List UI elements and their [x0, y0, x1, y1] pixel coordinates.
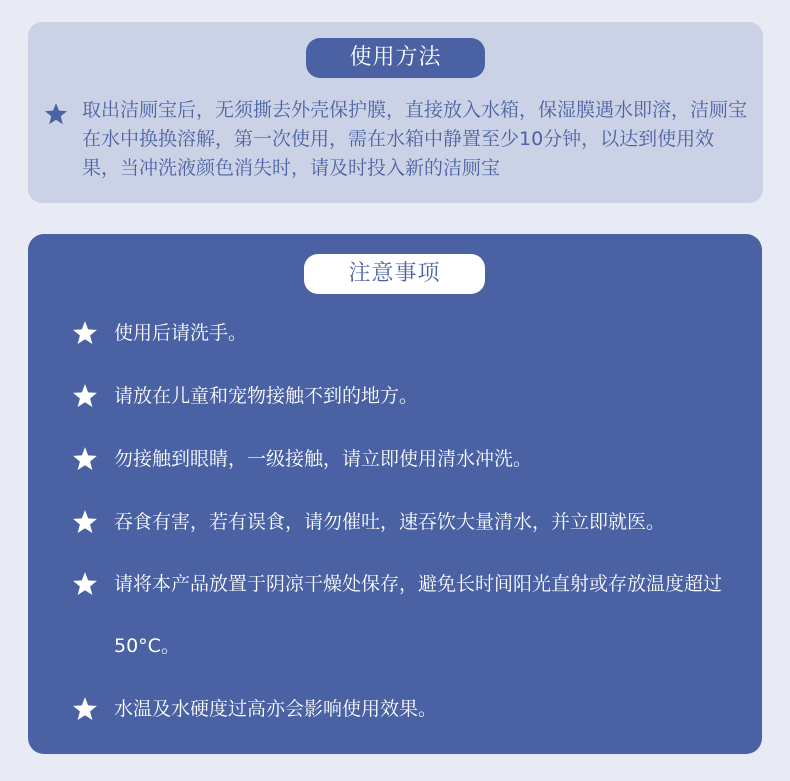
- note-text: 水温及水硬度过高亦会影响使用效果。: [114, 698, 438, 720]
- notes-card: [28, 234, 762, 754]
- notes-title: 注意事项: [304, 254, 485, 294]
- note-text: 使用后请洗手。: [114, 322, 248, 344]
- star-icon: [44, 102, 68, 126]
- star-icon: [72, 509, 98, 535]
- note-text: 请放在儿童和宠物接触不到的地方。: [114, 385, 419, 407]
- star-icon: [72, 383, 98, 409]
- star-icon: [72, 320, 98, 346]
- usage-instructions: 取出洁厕宝后，无须撕去外壳保护膜，直接放入水箱，保湿膜遇水即溶，洁厕宝在水中换换溶解，第一次使用，需在水箱中静置至少10分钟，以达到使用效果，当冲洗液颜色消失时，请及时投入新的洁厕宝: [82, 99, 748, 179]
- note-text: 吞食有害，若有误食，请勿催吐，速吞饮大量清水，并立即就医。: [114, 511, 666, 533]
- star-icon: [72, 446, 98, 472]
- star-icon: [72, 571, 98, 597]
- usage-card: [28, 22, 763, 203]
- star-icon: [72, 696, 98, 722]
- note-text: 勿接触到眼睛，一级接触，请立即使用清水冲洗。: [114, 448, 533, 470]
- usage-title: 使用方法: [306, 38, 485, 78]
- note-text: 请将本产品放置于阴凉干燥处保存，避免长时间阳光直射或存放温度超过50°C。: [114, 573, 723, 657]
